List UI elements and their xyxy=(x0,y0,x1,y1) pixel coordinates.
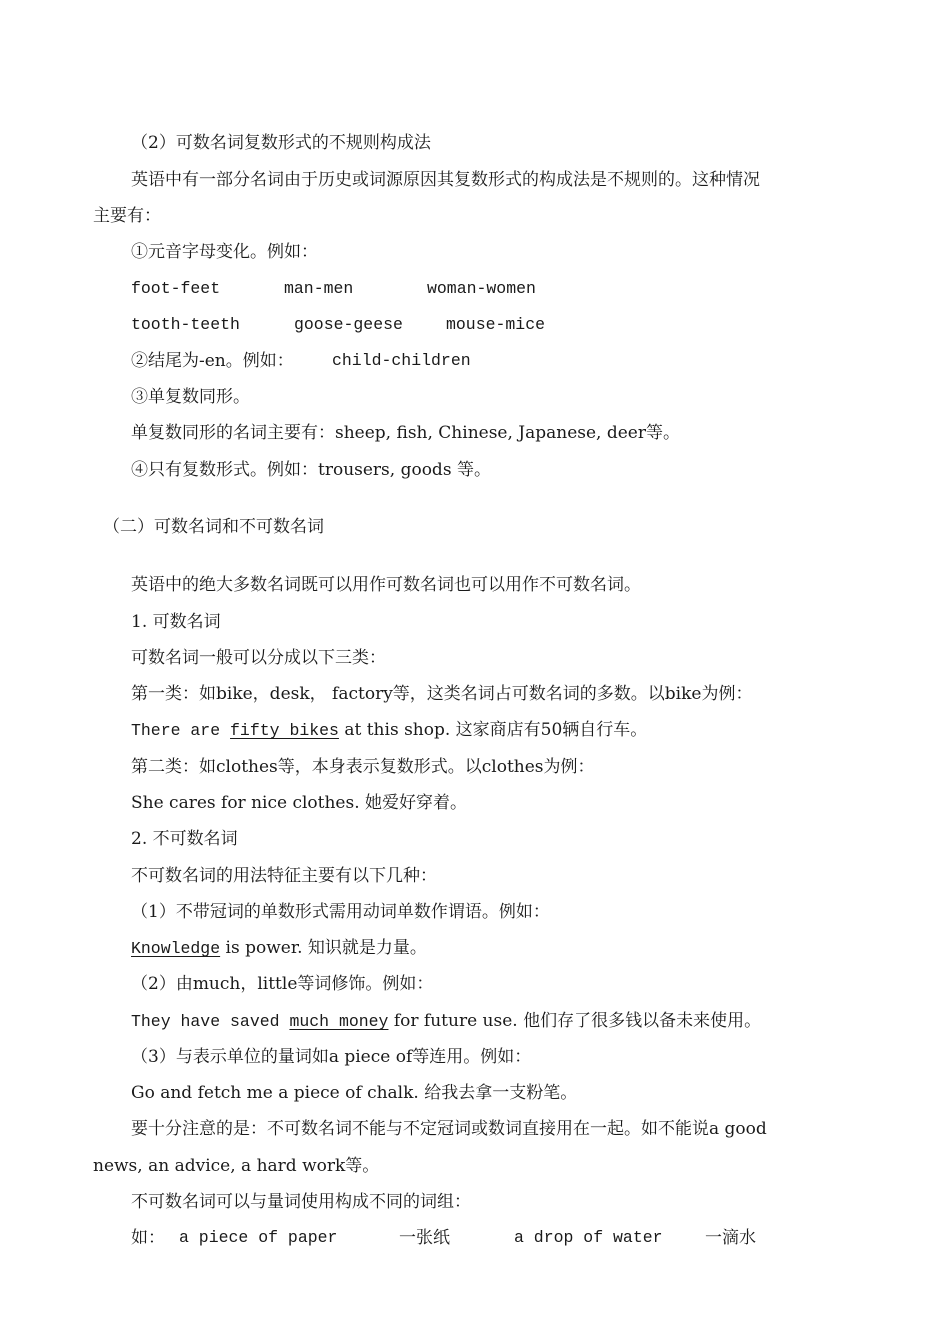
example-text: at this shop. 这家商店有50辆自行车。 xyxy=(338,720,648,740)
note-line-2: news, an advice, a hard work等。 xyxy=(93,1156,380,1176)
countable-example-2: She cares for nice clothes. 她爱好穿着。 xyxy=(131,793,468,813)
phrase-label: 如： xyxy=(131,1228,165,1248)
uncountable-example-2 xyxy=(131,1009,761,1033)
example-text: for future use. 他们存了很多钱以备未来使用。 xyxy=(388,1011,762,1031)
countable-desc: 可数名词一般可以分成以下三类： xyxy=(131,648,386,668)
countable-type-1: 第一类：如bike，desk， factory等，这类名词占可数名词的多数。以bike为例： xyxy=(131,684,753,704)
example-text: There are xyxy=(131,721,231,740)
example-man-men: man-men xyxy=(284,279,354,298)
uncountable-example-3: Go and fetch me a piece of chalk. 给我去拿一支粉笔。 xyxy=(131,1083,578,1103)
example-text: is power. 知识就是力量。 xyxy=(220,938,427,958)
section-heading-countable-uncountable: （二）可数名词和不可数名词 xyxy=(103,517,324,537)
item-same-form: ③单复数同形。 xyxy=(131,387,250,407)
phrase-drop-of-water-translation: 一滴水 xyxy=(705,1228,756,1248)
item-vowel-change: ①元音字母变化。例如： xyxy=(131,242,318,262)
uncountable-title: 2. 不可数名词 xyxy=(131,829,238,849)
countable-example-1 xyxy=(131,718,647,742)
phrase-piece-of-paper: a piece of paper xyxy=(179,1228,338,1247)
same-form-detail: 单复数同形的名词主要有：sheep, fish, Chinese, Japanese, deer等。 xyxy=(131,423,680,443)
countable-type-2: 第二类：如clothes等，本身表示复数形式。以clothes为例： xyxy=(131,757,595,777)
uncountable-example-1 xyxy=(131,936,427,960)
underlined-phrase: much money xyxy=(289,1012,389,1031)
example-text: They have saved xyxy=(131,1012,290,1031)
intro-paragraph-line-2: 主要有： xyxy=(93,206,161,226)
countable-title: 1. 可数名词 xyxy=(131,612,221,632)
section-intro: 英语中的绝大多数名词既可以用作可数名词也可以用作不可数名词。 xyxy=(131,575,641,595)
phrase-intro: 不可数名词可以与量词使用构成不同的词组： xyxy=(131,1192,471,1212)
phrase-piece-of-paper-translation: 一张纸 xyxy=(399,1228,450,1248)
example-foot-feet: foot-feet xyxy=(131,279,221,298)
item-plural-only: ④只有复数形式。例如：trousers, goods 等。 xyxy=(131,460,491,480)
uncountable-feature-1: （1）不带冠词的单数形式需用动词单数作谓语。例如： xyxy=(131,902,550,922)
note-line-1: 要十分注意的是：不可数名词不能与不定冠词或数词直接用在一起。如不能说a good xyxy=(131,1119,767,1139)
underlined-phrase: Knowledge xyxy=(131,939,221,958)
intro-paragraph-line-1: 英语中有一部分名词由于历史或词源原因其复数形式的构成法是不规则的。这种情况 xyxy=(131,170,760,190)
underlined-phrase: fifty bikes xyxy=(230,721,339,740)
item-en-ending: ②结尾为-en。例如： xyxy=(131,351,294,371)
uncountable-feature-3: （3）与表示单位的量词如a piece of等连用。例如： xyxy=(131,1047,532,1067)
example-child-children: child-children xyxy=(332,351,471,370)
example-tooth-teeth: tooth-teeth xyxy=(131,315,240,334)
example-woman-women: woman-women xyxy=(427,279,536,298)
uncountable-feature-2: （2）由much，little等词修饰。例如： xyxy=(131,974,434,994)
phrase-drop-of-water: a drop of water xyxy=(514,1228,663,1247)
example-mouse-mice: mouse-mice xyxy=(446,315,546,334)
uncountable-desc: 不可数名词的用法特征主要有以下几种： xyxy=(131,866,437,886)
irregular-plural-heading: （2）可数名词复数形式的不规则构成法 xyxy=(131,133,431,153)
example-goose-geese: goose-geese xyxy=(294,315,403,334)
